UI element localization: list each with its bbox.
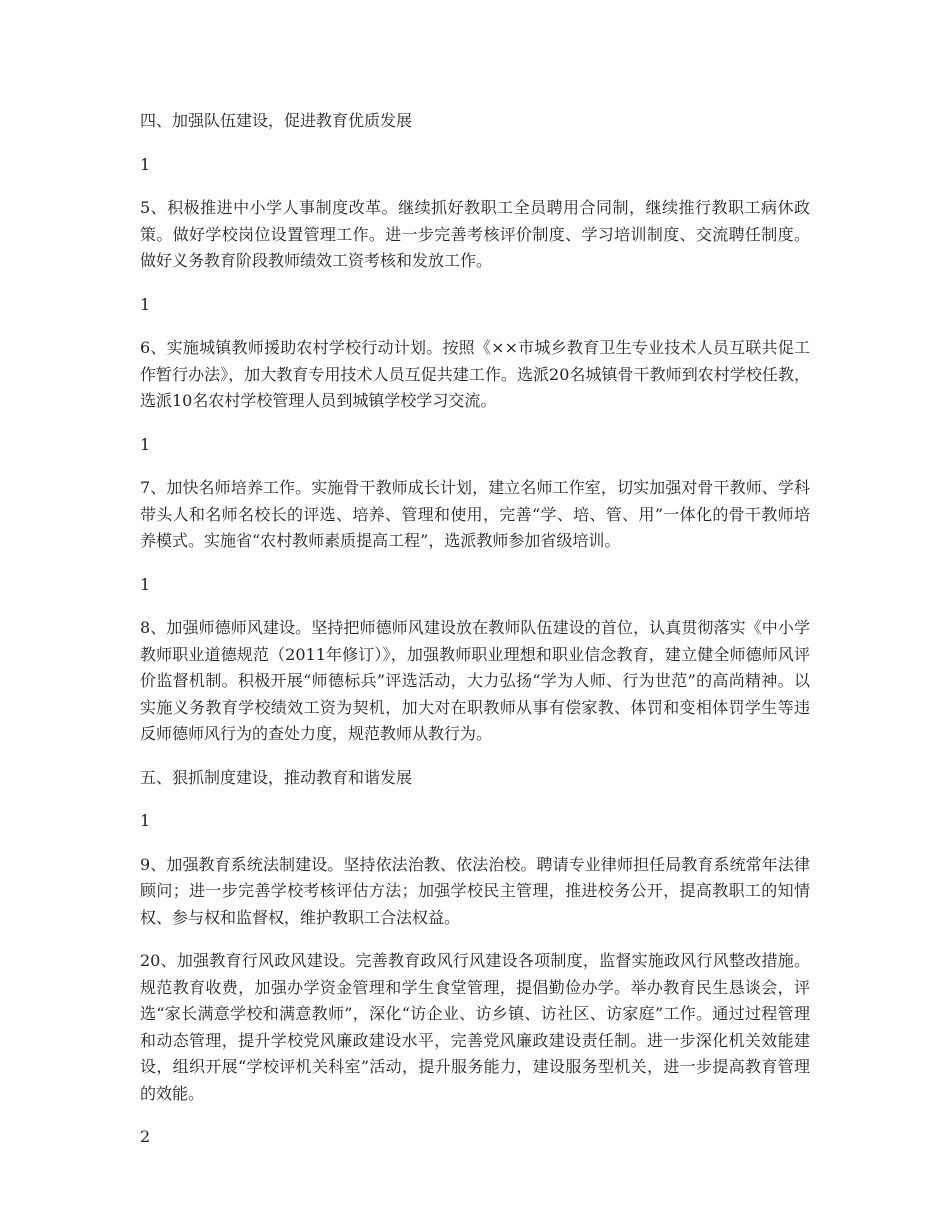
item-number: 1	[140, 574, 151, 594]
paragraph-9: 9、加强教育系统法制建设。坚持依法治教、依法治校。聘请专业律师担任局教育系统常年法律顾问；进一步完善学校考核评估方法；加强学校民主管理，推进校务公开，提高教职工的知情权、参与权和监督权，维护教职工合法权益。	[140, 854, 810, 927]
section-heading-5: 五、狠抓制度建设，推动教育和谐发展	[140, 767, 413, 787]
section-heading-4: 四、加强队伍建设，促进教育优质发展	[140, 111, 413, 130]
paragraph-8: 8、加强师德师风建设。坚持把师德师风建设放在教师队伍建设的首位，认真贯彻落实《中小学教师职业道德规范（2011年修订）》，加强教师职业理想和职业信念教育，建立健全师德师风评价监督机制。积极开展“师德标兵”评选活动，大力弘扬“学为人师、行为世范”的高尚精神。以实施义务教育学校绩效工资为契机，加大对在职教师从事有偿家教、体罚和变相体罚学生等违反师德师风行为的查处力度，规范教师从教行为。	[140, 618, 810, 743]
item-number: 2	[140, 1127, 151, 1146]
item-number: 1	[140, 811, 151, 830]
paragraph-20: 20、加强教育行风政风建设。完善教育政风行风建设各项制度，监督实施政风行风整改措施。规范教育收费，加强办学资金管理和学生食堂管理，提倡勤俭办学。举办教育民生恳谈会，评选“家长满意学校和满意教师”，深化“访企业、访乡镇、访社区、访家庭”工作。通过过程管理和动态管理，提升学校党风廉政建设水平，完善党风廉政建设责任制。进一步深化机关效能建设，组织开展“学校评机关科室”活动，提升服务能力，建设服务型机关，进一步提高教育管理的效能。	[140, 951, 810, 1103]
paragraph-6: 6、实施城镇教师援助农村学校行动计划。按照《××市城乡教育卫生专业技术人员互联共促工作暂行办法》，加大教育专用技术人员互促共建工作。选派20名城镇骨干教师到农村学校任教，选派10名农村学校管理人员到城镇学校学习交流。	[140, 338, 810, 410]
paragraph-7: 7、加快名师培养工作。实施骨干教师成长计划，建立名师工作室，切实加强对骨干教师、学科带头人和名师名校长的评选、培养、管理和使用，完善“学、培、管、用”一体化的骨干教师培养模式。实施省“农村教师素质提高工程”，选派教师参加省级培训。	[140, 478, 810, 550]
document-body	[140, 108, 810, 1168]
item-number: 1	[140, 294, 151, 314]
paragraph-5: 5、积极推进中小学人事制度改革。继续抓好教职工全员聘用合同制，继续推行教职工病休政策。做好学校岗位设置管理工作。进一步完善考核评价制度、学习培训制度、交流聘任制度。做好义务教育阶段教师绩效工资考核和发放工作。	[140, 198, 810, 270]
item-number: 1	[140, 434, 151, 454]
item-number: 1	[140, 154, 151, 174]
